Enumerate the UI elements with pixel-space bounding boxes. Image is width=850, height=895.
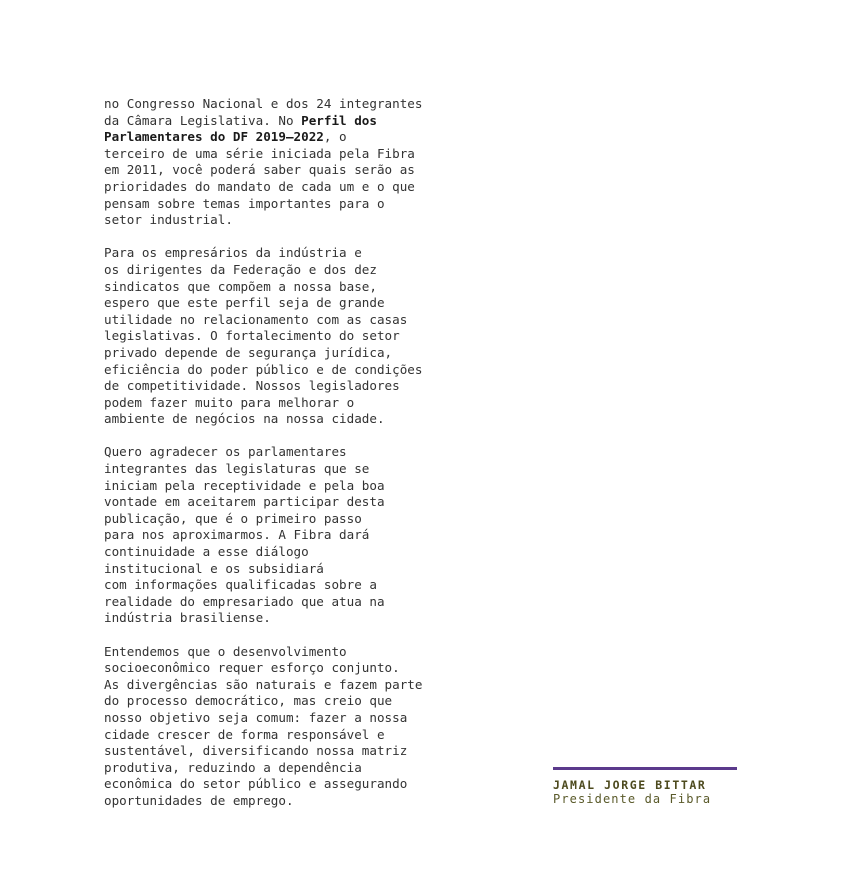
- signature-divider: [553, 767, 737, 770]
- paragraph-1: [104, 96, 444, 229]
- text-line: [104, 146, 444, 163]
- text-segment: nosso objetivo seja comum: fazer a nossa: [104, 709, 408, 725]
- text-segment: continuidade a esse diálogo: [104, 544, 309, 560]
- paragraph-2: [104, 245, 444, 428]
- text-segment: utilidade no relacionamento com as casas: [104, 311, 408, 327]
- text-line: [104, 644, 444, 661]
- text-line: [104, 345, 444, 362]
- text-line: [104, 478, 444, 495]
- text-line: [104, 594, 444, 611]
- text-segment: indústria brasiliense.: [104, 610, 271, 626]
- text-segment: produtiva, reduzindo a dependência: [104, 759, 362, 775]
- text-segment: vontade em aceitarem participar desta: [104, 494, 385, 510]
- text-segment: prioridades do mandato de cada um e o que: [104, 178, 415, 194]
- text-segment: do processo democrático, mas creio que: [104, 693, 393, 709]
- text-segment: em 2011, você poderá saber quais serão as: [104, 162, 415, 178]
- text-segment: ambiente de negócios na nossa cidade.: [104, 411, 385, 427]
- text-line: [104, 196, 444, 213]
- text-segment: publicação, que é o primeiro passo: [104, 510, 362, 526]
- text-line: [104, 693, 444, 710]
- text-line: [104, 793, 444, 810]
- text-line: [104, 312, 444, 329]
- text-line: [104, 727, 444, 744]
- text-segment: oportunidades de emprego.: [104, 792, 294, 808]
- text-segment: os dirigentes da Federação e dos dez: [104, 261, 377, 277]
- text-segment: para nos aproximarmos. A Fibra dará: [104, 527, 370, 543]
- text-segment: eficiência do poder público e de condições: [104, 361, 423, 377]
- text-segment: Quero agradecer os parlamentares: [104, 444, 347, 460]
- text-segment: da Câmara Legislativa. No: [104, 112, 302, 128]
- text-line: [104, 179, 444, 196]
- text-segment: sindicatos que compõem a nossa base,: [104, 278, 377, 294]
- text-line: [104, 776, 444, 793]
- text-segment: institucional e os subsidiará: [104, 560, 324, 576]
- text-segment: econômica do setor público e assegurando: [104, 776, 408, 792]
- text-line: [104, 743, 444, 760]
- text-line: [104, 710, 444, 727]
- text-line: [104, 395, 444, 412]
- text-line: [104, 577, 444, 594]
- text-line: [104, 527, 444, 544]
- paragraph-4: [104, 644, 444, 810]
- text-segment: realidade do empresariado que atua na: [104, 593, 385, 609]
- text-line: [104, 544, 444, 561]
- text-line: [104, 494, 444, 511]
- text-line: [104, 378, 444, 395]
- signature-block: [553, 767, 737, 807]
- text-segment: terceiro de uma série iniciada pela Fibra: [104, 145, 415, 161]
- text-line: [104, 328, 444, 345]
- bold-publication-title: Parlamentares do DF 2019–2022: [104, 129, 324, 145]
- text-line: [104, 461, 444, 478]
- letter-body: [104, 96, 444, 826]
- text-segment: legislativas. O fortalecimento do setor: [104, 328, 400, 344]
- text-line: [104, 162, 444, 179]
- signatory-title: Presidente da Fibra: [553, 792, 712, 806]
- text-line: [104, 212, 444, 229]
- text-segment: , o: [323, 129, 347, 145]
- text-segment: no Congresso Nacional e dos 24 integrantes: [104, 96, 423, 111]
- text-line: [104, 677, 444, 694]
- text-line: [104, 411, 444, 428]
- text-line: [104, 113, 444, 130]
- text-line: [104, 245, 444, 262]
- text-line: [104, 96, 444, 113]
- text-line: [104, 362, 444, 379]
- text-segment: sustentável, diversificando nossa matriz: [104, 743, 408, 759]
- text-segment: setor industrial.: [104, 212, 233, 228]
- text-line: [104, 660, 444, 677]
- text-segment: espero que este perfil seja de grande: [104, 295, 385, 311]
- text-line: [104, 129, 444, 146]
- text-segment: de competitividade. Nossos legisladores: [104, 378, 400, 394]
- text-line: [104, 279, 444, 296]
- text-segment: podem fazer muito para melhorar o: [104, 394, 355, 410]
- paragraph-3: [104, 444, 444, 627]
- text-segment: Para os empresários da indústria e: [104, 245, 362, 261]
- text-line: [104, 262, 444, 279]
- text-segment: privado depende de segurança jurídica,: [104, 344, 393, 360]
- text-segment: socioeconômico requer esforço conjunto.: [104, 660, 400, 676]
- text-segment: Entendemos que o desenvolvimento: [104, 643, 347, 659]
- text-segment: As divergências são naturais e fazem parte: [104, 676, 423, 692]
- text-segment: integrantes das legislaturas que se: [104, 461, 370, 477]
- bold-publication-title: Perfil dos: [301, 112, 377, 128]
- signatory-name: JAMAL JORGE BITTAR: [553, 778, 707, 792]
- text-line: [104, 610, 444, 627]
- text-line: [104, 561, 444, 578]
- text-segment: pensam sobre temas importantes para o: [104, 195, 385, 211]
- text-line: [104, 295, 444, 312]
- text-segment: cidade crescer de forma responsável e: [104, 726, 385, 742]
- text-line: [104, 511, 444, 528]
- text-segment: iniciam pela receptividade e pela boa: [104, 477, 385, 493]
- text-line: [104, 444, 444, 461]
- text-segment: com informações qualificadas sobre a: [104, 577, 377, 593]
- text-line: [104, 760, 444, 777]
